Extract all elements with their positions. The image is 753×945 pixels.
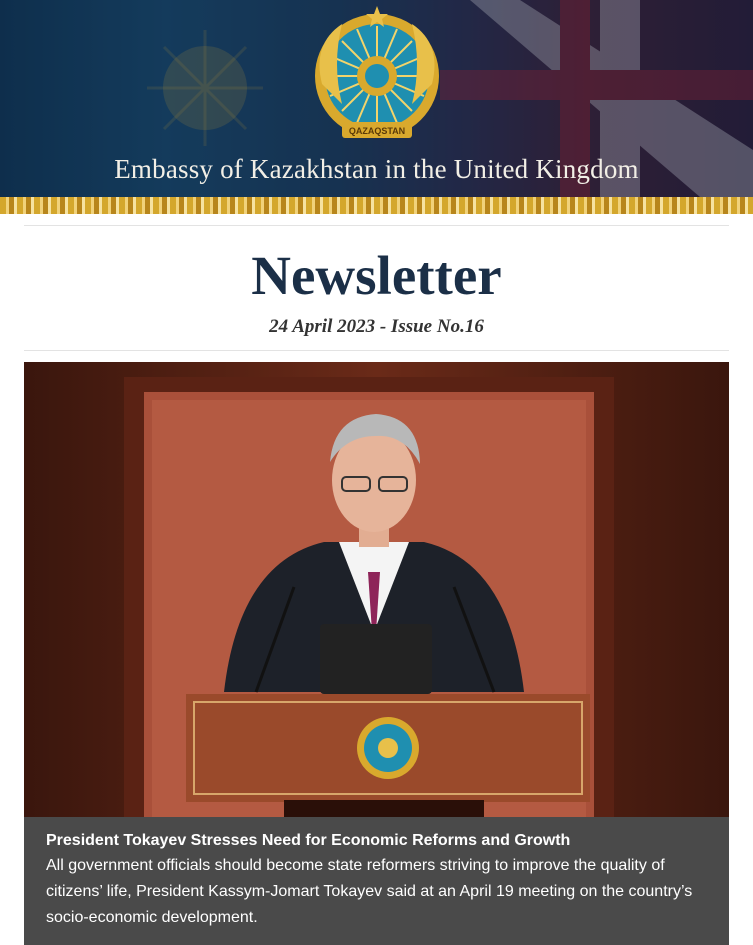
ornamental-border — [0, 197, 753, 214]
divider — [24, 350, 729, 351]
feature-caption[interactable] — [24, 817, 729, 945]
svg-text:QAZAQSTAN: QAZAQSTAN — [348, 126, 406, 136]
feature-summary: All government officials should become state reformers striving to improve the quality of citizens’ life, President Kassym-Jomart Tokayev said at an April 19 meeting on the country’s socio-economic development. — [46, 857, 693, 926]
embassy-title: Embassy of Kazakhstan in the United Kingdom — [114, 154, 639, 184]
president-at-podium-photo-icon — [24, 362, 729, 817]
feature-photo[interactable] — [24, 362, 729, 817]
newsletter-title: Newsletter — [251, 245, 502, 306]
kazakhstan-emblem-icon — [302, 4, 452, 154]
header-banner — [0, 0, 753, 197]
feature-headline[interactable]: President Tokayev Stresses Need for Economic Reforms and Growth — [46, 832, 571, 849]
divider — [24, 225, 729, 226]
issue-date: 24 April 2023 - Issue No.16 — [269, 316, 484, 337]
